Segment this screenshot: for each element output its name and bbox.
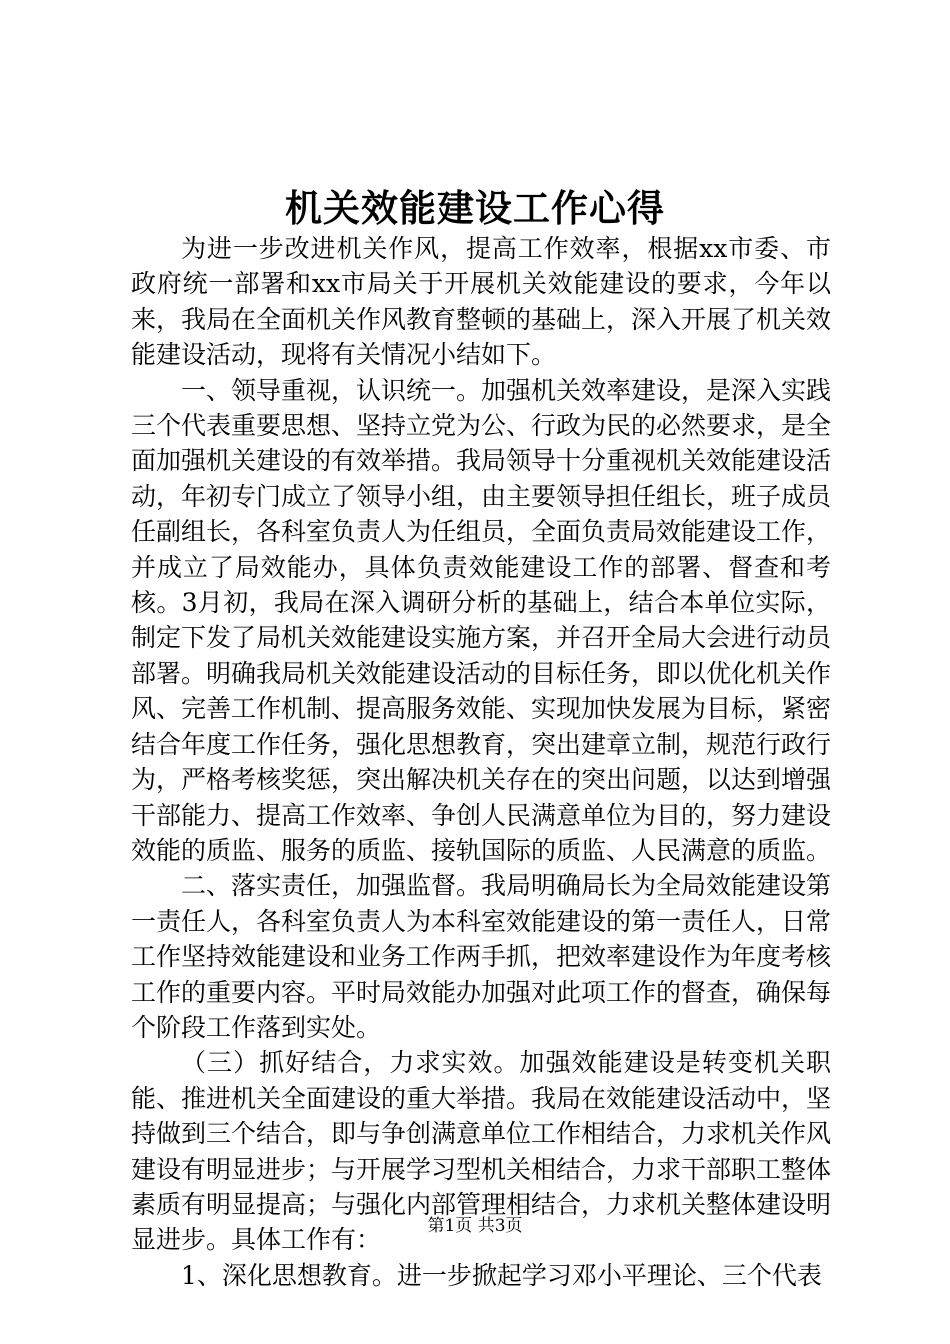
paragraph-section-3: （三）抓好结合，力求实效。加强效能建设是转变机关职能、推进机关全面建设的重大举措。我局在效能建设活动中，坚持做到三个结合，即与争创满意单位工作相结合，力求机关作风建设有明显进步；与开展学习型机关相结合，力求干部职工整体素质有明显提高；与强化内部管理相结合，力求机关整体建设明显进步。具体工作有： [131, 1048, 832, 1255]
document-body [131, 231, 831, 1293]
page-footer: 第1页 共3页 [427, 1216, 523, 1236]
paragraph-section-2: 二、落实责任，加强监督。我局明确局长为全局效能建设第一责任人，各科室负责人为本科室效能建设的第一责任人，日常工作坚持效能建设和业务工作两手抓，把效率建设作为年度考核工作的重要内容。平时局效能办加强对此项工作的督查，确保每个阶段工作落到实处。 [131, 871, 832, 1042]
paragraph-section-1: 一、领导重视，认识统一。加强机关效率建设，是深入实践三个代表重要思想、坚持立党为公、行政为民的必然要求，是全面加强机关建设的有效举措。我局领导十分重视机关效能建设活动，年初专门成立了领导小组，由主要领导担任组长，班子成员任副组长，各科室负责人为任组员，全面负责局效能建设工作，并成立了局效能办，具体负责效能建设工作的部署、督查和考核。3月初，我局在深入调研分析的基础上，结合本单位实际，制定下发了局机关效能建设实施方案，并召开全局大会进行动员部署。明确我局机关效能建设活动的目标任务，即以优化机关作风、完善工作机制、提高服务效能、实现加快发展为目标，紧密结合年度工作任务，强化思想教育，突出建章立制，规范行政行为，严格考核奖惩，突出解决机关存在的突出问题，以达到增强干部能力、提高工作效率、争创人民满意单位为目的，努力建设效能的质监、服务的质监、接轨国际的质监、人民满意的质监。 [131, 375, 832, 865]
document-title: 机关效能建设工作心得 [285, 186, 665, 230]
paragraph-item-1: 1、深化思想教育。进一步掀起学习邓小平理论、三个代表 [181, 1260, 822, 1290]
paragraph-intro: 为进一步改进机关作风，提高工作效率，根据xx市委、市政府统一部署和xx市局关于开展机关效能建设的要求，今年以来，我局在全面机关作风教育整顿的基础上，深入开展了机关效能建设活动，现将有关情况小结如下。 [131, 234, 832, 370]
